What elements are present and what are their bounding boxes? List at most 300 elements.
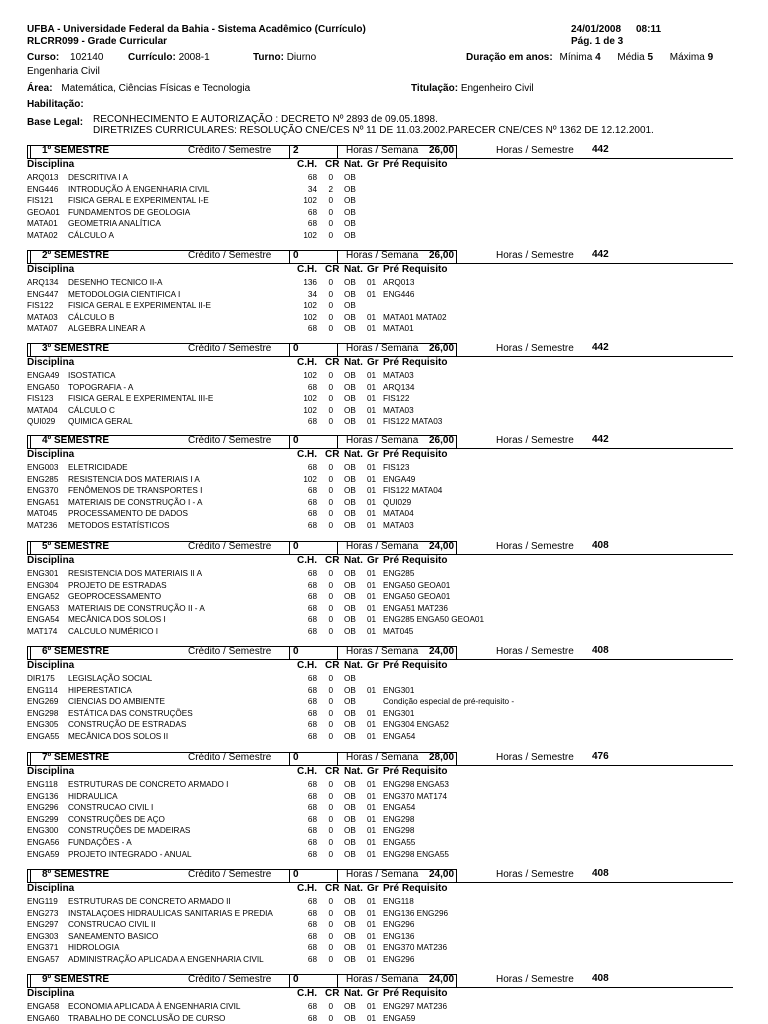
turno-label: Turno: xyxy=(253,52,284,63)
course-gr: 01 xyxy=(367,324,377,334)
course-cr: 0 xyxy=(328,405,333,415)
course-name: HIPERESTATICA xyxy=(68,685,132,695)
course-gr: 01 xyxy=(367,814,377,824)
course-nat: OB xyxy=(344,219,356,229)
course-row xyxy=(27,942,747,953)
course-nat: OB xyxy=(344,382,356,392)
cr-header: CR xyxy=(325,555,340,566)
course-nat: OB xyxy=(344,803,356,813)
base-legal-label: Base Legal: xyxy=(27,117,84,128)
credito-label: Crédito / Semestre xyxy=(188,752,272,763)
curso-code: 102140 xyxy=(70,52,104,63)
course-name: INSTALAÇOES HIDRAULICAS SANITARIAS E PREDIA xyxy=(68,908,273,918)
course-row xyxy=(27,931,747,942)
course-name: DESCRITIVA I A xyxy=(68,173,128,182)
gr-header: Gr xyxy=(367,988,379,999)
course-row xyxy=(27,568,747,579)
maxima-value: 9 xyxy=(707,52,714,63)
course-gr: 01 xyxy=(367,838,377,847)
semester-bar xyxy=(27,752,457,766)
course-prereq: ENG301 xyxy=(383,708,415,718)
horas-semana-label: Horas / Semana xyxy=(346,435,419,446)
course-name: METODOLOGIA CIENTIFICA I xyxy=(68,289,181,299)
course-ch: 102 xyxy=(303,474,317,484)
course-code: ENGA52 xyxy=(27,592,60,602)
course-gr: 01 xyxy=(367,417,377,427)
course-gr: 01 xyxy=(367,849,377,859)
course-cr: 0 xyxy=(328,569,333,578)
course-code: FIS122 xyxy=(27,301,54,311)
horas-semana-value: 28,00 xyxy=(429,752,455,763)
course-prereq: ENGA51 MAT236 xyxy=(383,603,448,613)
course-gr: 01 xyxy=(367,920,377,930)
course-cr: 0 xyxy=(328,173,333,182)
course-row xyxy=(27,696,747,707)
credito-label: Crédito / Semestre xyxy=(188,435,272,446)
course-gr: 01 xyxy=(367,405,377,415)
course-nat: OB xyxy=(344,814,356,824)
divider xyxy=(30,647,31,659)
course-name: ESTÁTICA DAS CONSTRUÇÕES xyxy=(68,708,193,718)
horas-semana-value: 24,00 xyxy=(429,974,455,985)
horas-semana-value: 26,00 xyxy=(429,343,455,354)
course-code: ENGA55 xyxy=(27,732,60,741)
course-nat: OB xyxy=(344,184,356,194)
course-ch: 68 xyxy=(307,803,317,813)
course-nat: OB xyxy=(344,521,356,530)
disciplina-header: Disciplina xyxy=(27,988,75,999)
credito-label: Crédito / Semestre xyxy=(188,343,272,354)
course-prereq: ENG304 ENGA52 xyxy=(383,720,449,730)
course-cr: 0 xyxy=(328,627,333,636)
column-header xyxy=(27,159,467,171)
course-row xyxy=(27,919,747,930)
course-cr: 0 xyxy=(328,521,333,530)
course-code: ENG303 xyxy=(27,931,59,941)
course-cr: 0 xyxy=(328,1013,333,1023)
course-prereq: MATA01 xyxy=(383,324,414,334)
course-nat: OB xyxy=(344,920,356,930)
report-date: 24/01/2008 xyxy=(571,24,622,35)
course-ch: 68 xyxy=(307,685,317,695)
horas-semestre-rule xyxy=(455,987,733,988)
course-ch: 102 xyxy=(303,405,317,415)
course-ch: 68 xyxy=(307,486,317,496)
course-code: ENGA58 xyxy=(27,1002,60,1011)
course-nat: OB xyxy=(344,615,356,625)
semester-title: 6º SEMESTRE xyxy=(42,646,110,657)
course-ch: 68 xyxy=(307,219,317,229)
divider xyxy=(337,251,338,263)
course-code: ENGA49 xyxy=(27,371,60,380)
course-ch: 68 xyxy=(307,521,317,530)
turno-value: Diurno xyxy=(286,52,317,63)
nat-header: Nat. xyxy=(344,988,363,999)
nat-header: Nat. xyxy=(344,264,363,275)
course-row xyxy=(27,1013,747,1024)
course-gr: 01 xyxy=(367,803,377,813)
course-gr: 01 xyxy=(367,312,377,322)
course-code: ENGA57 xyxy=(27,955,60,964)
course-prereq: MAT045 xyxy=(383,627,414,636)
course-name: ISOSTATICA xyxy=(68,371,116,380)
divider xyxy=(289,542,290,554)
credito-value: 2 xyxy=(293,145,299,156)
course-cr: 0 xyxy=(328,791,333,801)
course-code: ENG299 xyxy=(27,814,59,824)
course-name: FENÔMENOS DE TRANSPORTES I xyxy=(68,486,203,496)
ch-header: C.H. xyxy=(297,883,317,894)
course-nat: OB xyxy=(344,371,356,380)
course-row xyxy=(27,184,747,195)
disciplina-header: Disciplina xyxy=(27,883,75,894)
course-prereq: ENGA50 GEOA01 xyxy=(383,580,451,590)
course-cr: 0 xyxy=(328,720,333,730)
horas-semana-value: 24,00 xyxy=(429,541,455,552)
course-ch: 68 xyxy=(307,592,317,602)
course-cr: 0 xyxy=(328,955,333,964)
course-row xyxy=(27,731,747,742)
course-nat: OB xyxy=(344,486,356,496)
course-ch: 68 xyxy=(307,708,317,718)
habilitacao-label: Habilitação: xyxy=(27,99,84,110)
course-ch: 68 xyxy=(307,826,317,836)
divider xyxy=(337,975,338,987)
course-ch: 68 xyxy=(307,417,317,427)
course-row xyxy=(27,195,747,206)
course-prereq: ENG298 ENGA53 xyxy=(383,780,449,789)
course-row xyxy=(27,370,747,381)
ch-header: C.H. xyxy=(297,449,317,460)
disciplina-header: Disciplina xyxy=(27,159,75,170)
course-row xyxy=(27,300,747,311)
divider xyxy=(289,870,290,882)
semester-bar xyxy=(27,145,457,159)
course-code: MATA02 xyxy=(27,231,58,240)
course-name: GEOPROCESSAMENTO xyxy=(68,592,162,602)
course-nat: OB xyxy=(344,509,356,519)
course-code: MAT174 xyxy=(27,627,58,636)
media-value: 5 xyxy=(647,52,653,63)
page-number: Pág. 1 de 3 xyxy=(571,36,624,47)
column-header xyxy=(27,766,467,778)
course-ch: 68 xyxy=(307,791,317,801)
course-prereq: ENG298 xyxy=(383,814,415,824)
course-cr: 0 xyxy=(328,780,333,789)
pre-header: Pré Requisito xyxy=(383,883,448,894)
course-name: FISICA GERAL E EXPERIMENTAL III-E xyxy=(68,394,214,404)
course-row xyxy=(27,485,747,496)
ch-header: C.H. xyxy=(297,555,317,566)
course-ch: 102 xyxy=(303,312,317,322)
minima-label: Mínima xyxy=(559,52,593,63)
course-nat: OB xyxy=(344,497,356,507)
credito-label: Crédito / Semestre xyxy=(188,541,272,552)
divider xyxy=(289,647,290,659)
credito-value: 0 xyxy=(293,541,299,552)
course-name: PROJETO DE ESTRADAS xyxy=(68,580,167,590)
pre-header: Pré Requisito xyxy=(383,357,448,368)
cr-header: CR xyxy=(325,766,340,777)
course-ch: 68 xyxy=(307,697,317,707)
course-cr: 0 xyxy=(328,371,333,380)
course-code: ENG114 xyxy=(27,685,58,695)
course-ch: 102 xyxy=(303,231,317,240)
horas-semana-value: 24,00 xyxy=(429,646,455,657)
horas-semana-label: Horas / Semana xyxy=(346,869,419,880)
course-code: ENG447 xyxy=(27,289,59,299)
horas-semestre-rule xyxy=(455,882,733,883)
course-prereq: ENG296 xyxy=(383,920,415,930)
course-gr: 01 xyxy=(367,720,377,730)
course-name: PROJETO INTEGRADO - ANUAL xyxy=(68,849,192,859)
course-nat: OB xyxy=(344,324,356,334)
course-cr: 0 xyxy=(328,196,333,206)
course-gr: 01 xyxy=(367,394,377,404)
course-row xyxy=(27,685,747,696)
divider xyxy=(289,753,290,765)
column-header xyxy=(27,988,467,1000)
course-nat: OB xyxy=(344,196,356,206)
course-gr: 01 xyxy=(367,497,377,507)
divider xyxy=(30,251,31,263)
course-code: ENG304 xyxy=(27,580,59,590)
divider xyxy=(30,146,31,158)
credito-label: Crédito / Semestre xyxy=(188,869,272,880)
course-nat: OB xyxy=(344,838,356,847)
course-nat: OB xyxy=(344,592,356,602)
divider xyxy=(289,344,290,356)
course-name: PROCESSAMENTO DE DADOS xyxy=(68,509,188,519)
course-code: ENG273 xyxy=(27,908,59,918)
course-nat: OB xyxy=(344,908,356,918)
course-row xyxy=(27,814,747,825)
course-prereq: MATA03 xyxy=(383,405,414,415)
course-row xyxy=(27,520,747,531)
course-row xyxy=(27,382,747,393)
course-ch: 68 xyxy=(307,207,317,217)
course-cr: 0 xyxy=(328,708,333,718)
course-row xyxy=(27,405,747,416)
pre-header: Pré Requisito xyxy=(383,264,448,275)
disciplina-header: Disciplina xyxy=(27,449,75,460)
course-row xyxy=(27,393,747,404)
course-ch: 68 xyxy=(307,943,317,953)
course-ch: 34 xyxy=(307,184,317,194)
course-ch: 68 xyxy=(307,463,317,472)
course-nat: OB xyxy=(344,732,356,741)
course-prereq: ENG370 MAT236 xyxy=(383,943,448,953)
course-gr: 01 xyxy=(367,509,377,519)
ch-header: C.H. xyxy=(297,357,317,368)
minima-value: 4 xyxy=(595,52,601,63)
course-name: FISICA GERAL E EXPERIMENTAL II-E xyxy=(68,301,212,311)
course-row xyxy=(27,462,747,473)
course-name: MATERIAIS DE CONSTRUÇÃO I - A xyxy=(68,497,203,507)
course-cr: 2 xyxy=(328,184,333,194)
horas-semestre-value: 442 xyxy=(592,249,609,260)
course-code: MATA07 xyxy=(27,324,58,334)
course-row xyxy=(27,416,747,427)
course-nat: OB xyxy=(344,405,356,415)
horas-semestre-label: Horas / Semestre xyxy=(496,974,574,985)
course-code: MAT236 xyxy=(27,521,58,530)
course-nat: OB xyxy=(344,603,356,613)
course-nat: OB xyxy=(344,720,356,730)
cr-header: CR xyxy=(325,660,340,671)
course-cr: 0 xyxy=(328,278,333,287)
column-header xyxy=(27,449,467,461)
divider xyxy=(337,344,338,356)
course-code: ENG297 xyxy=(27,920,59,930)
course-code: ENG119 xyxy=(27,897,58,906)
course-code: ENGA51 xyxy=(27,497,60,507)
course-ch: 68 xyxy=(307,897,317,906)
course-ch: 68 xyxy=(307,838,317,847)
course-row xyxy=(27,277,747,288)
course-gr: 01 xyxy=(367,371,377,380)
course-nat: OB xyxy=(344,417,356,427)
horas-semana-label: Horas / Semana xyxy=(346,145,419,156)
course-prereq: ENG446 xyxy=(383,289,415,299)
course-cr: 0 xyxy=(328,289,333,299)
course-ch: 68 xyxy=(307,615,317,625)
course-ch: 68 xyxy=(307,780,317,789)
course-nat: OB xyxy=(344,1002,356,1011)
course-nat: OB xyxy=(344,1013,356,1023)
course-row xyxy=(27,896,747,907)
course-name: INTRODUÇÃO À ENGENHARIA CIVIL xyxy=(68,184,210,194)
course-ch: 68 xyxy=(307,849,317,859)
column-header xyxy=(27,555,467,567)
course-name: CIENCIAS DO AMBIENTE xyxy=(68,697,165,707)
course-nat: OB xyxy=(344,301,356,311)
course-nat: OB xyxy=(344,289,356,299)
horas-semestre-value: 408 xyxy=(592,540,609,551)
course-row xyxy=(27,323,747,334)
course-name: ECONOMIA APLICADA À ENGENHARIA CIVIL xyxy=(68,1002,241,1011)
course-gr: 01 xyxy=(367,931,377,941)
course-cr: 0 xyxy=(328,685,333,695)
course-gr: 01 xyxy=(367,708,377,718)
course-row xyxy=(27,603,747,614)
course-prereq: MATA03 xyxy=(383,371,414,380)
divider xyxy=(337,146,338,158)
course-code: ENG370 xyxy=(27,486,59,496)
divider xyxy=(289,436,290,448)
horas-semana-label: Horas / Semana xyxy=(346,752,419,763)
course-prereq: ENGA50 GEOA01 xyxy=(383,592,451,602)
cr-header: CR xyxy=(325,883,340,894)
course-cr: 0 xyxy=(328,814,333,824)
credito-label: Crédito / Semestre xyxy=(188,145,272,156)
course-code: ENG118 xyxy=(27,780,58,789)
semester-title: 9º SEMESTRE xyxy=(42,974,110,985)
course-ch: 68 xyxy=(307,580,317,590)
semester-bar xyxy=(27,646,457,660)
course-code: ENG301 xyxy=(27,569,59,578)
credito-label: Crédito / Semestre xyxy=(188,646,272,657)
course-name: RESISTENCIA DOS MATERIAIS I A xyxy=(68,474,200,484)
course-code: ENG285 xyxy=(27,474,59,484)
horas-semestre-value: 408 xyxy=(592,973,609,984)
course-row xyxy=(27,626,747,637)
course-code: ARQ134 xyxy=(27,278,59,287)
course-row xyxy=(27,825,747,836)
credito-value: 0 xyxy=(293,974,299,985)
horas-semestre-rule xyxy=(455,356,733,357)
course-ch: 68 xyxy=(307,955,317,964)
course-row xyxy=(27,837,747,848)
horas-semana-label: Horas / Semana xyxy=(346,974,419,985)
course-gr: 01 xyxy=(367,732,377,741)
course-cr: 0 xyxy=(328,615,333,625)
divider xyxy=(30,870,31,882)
semester-title: 3º SEMESTRE xyxy=(42,343,110,354)
horas-semana-value: 24,00 xyxy=(429,869,455,880)
nat-header: Nat. xyxy=(344,660,363,671)
pre-header: Pré Requisito xyxy=(383,660,448,671)
course-row xyxy=(27,719,747,730)
divider xyxy=(289,975,290,987)
gr-header: Gr xyxy=(367,555,379,566)
course-nat: OB xyxy=(344,708,356,718)
divider xyxy=(337,870,338,882)
horas-semestre-label: Horas / Semestre xyxy=(496,250,574,261)
course-code: ENG300 xyxy=(27,826,59,836)
divider xyxy=(337,647,338,659)
course-name: FUNDAÇÕES - A xyxy=(68,838,132,847)
media-label: Média xyxy=(617,52,645,63)
course-nat: OB xyxy=(344,463,356,472)
area-value: Matemática, Ciências Físicas e Tecnologia xyxy=(61,83,251,94)
pre-header: Pré Requisito xyxy=(383,449,448,460)
course-nat: OB xyxy=(344,780,356,789)
course-ch: 68 xyxy=(307,497,317,507)
horas-semestre-label: Horas / Semestre xyxy=(496,646,574,657)
course-nat: OB xyxy=(344,931,356,941)
course-gr: 01 xyxy=(367,685,377,695)
semester-bar xyxy=(27,343,457,357)
gr-header: Gr xyxy=(367,264,379,275)
report-time: 08:11 xyxy=(636,24,662,35)
divider xyxy=(289,146,290,158)
credito-value: 0 xyxy=(293,435,299,446)
horas-semestre-label: Horas / Semestre xyxy=(496,435,574,446)
base-legal-line-1: RECONHECIMENTO E AUTORIZAÇÃO : DECRETO Nº 2893 de 09.05.1898. xyxy=(93,114,438,125)
course-nat: OB xyxy=(344,580,356,590)
course-prereq: FIS122 xyxy=(383,394,410,404)
course-prereq: ENG285 xyxy=(383,569,415,578)
horas-semestre-rule xyxy=(455,765,733,766)
course-name: MECÂNICA DOS SOLOS I xyxy=(68,615,166,625)
ch-header: C.H. xyxy=(297,159,317,170)
course-name: CÁLCULO A xyxy=(68,231,114,240)
credito-label: Crédito / Semestre xyxy=(188,974,272,985)
course-cr: 0 xyxy=(328,463,333,472)
course-gr: 01 xyxy=(367,826,377,836)
course-row xyxy=(27,1001,747,1012)
semester-bar xyxy=(27,250,457,264)
course-prereq: ENG296 xyxy=(383,955,415,964)
course-nat: OB xyxy=(344,474,356,484)
course-prereq: ENGA55 xyxy=(383,838,416,847)
course-nat: OB xyxy=(344,278,356,287)
horas-semestre-value: 408 xyxy=(592,645,609,656)
course-code: ENGA53 xyxy=(27,603,60,613)
nat-header: Nat. xyxy=(344,357,363,368)
pre-header: Pré Requisito xyxy=(383,988,448,999)
